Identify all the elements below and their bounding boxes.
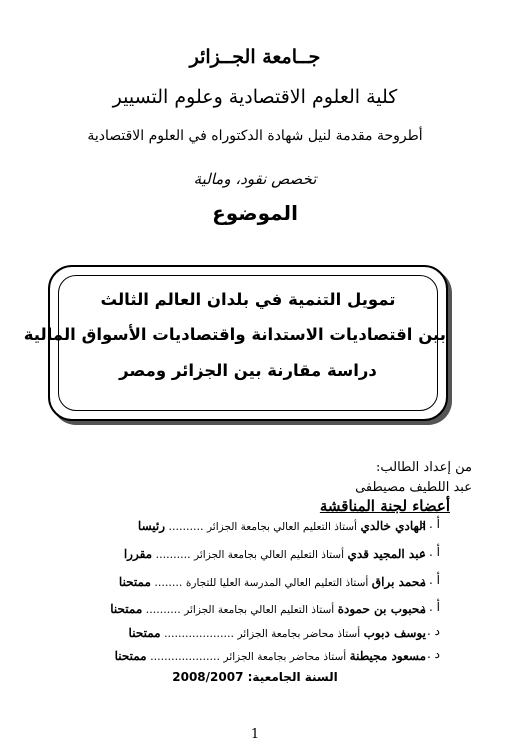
faculty-name: كلية العلوم الاقتصادية وعلوم التسيير (112, 86, 398, 108)
subject-label: الموضوع (212, 201, 298, 225)
member-title: أستاذ محاضر بجامعة الجزائر (223, 651, 347, 663)
member-name: محمد براق (371, 575, 426, 589)
member-degree: أ . د (419, 573, 440, 587)
member-role: ممتحنا (114, 649, 147, 663)
committee-member (36, 574, 426, 591)
member-degree: أ . د (419, 600, 440, 614)
title-line-1: تمويل التنمية في بلدان العالم الثالث (100, 290, 396, 309)
member-title: أستاذ التعليم العالي بجامعة الجزائر (184, 604, 335, 616)
member-dots: .......... (155, 548, 191, 561)
member-title: أستاذ محاضر بجامعة الجزائر (237, 628, 361, 640)
member-title: أستاذ التعليم العالي المدرسة العليا للتجارة (185, 577, 369, 589)
member-title: أستاذ التعليم العالي بجامعة الجزائر (207, 521, 357, 533)
committee-member (36, 601, 426, 618)
member-dots: .................... (164, 627, 234, 640)
member-dots: .................... (150, 650, 221, 663)
member-dots: ........ (154, 576, 183, 589)
member-role: ممتحنا (128, 626, 161, 640)
university-name: جــامعة الجــزائر (189, 46, 321, 68)
member-name: مسعود مجيطنة (349, 649, 426, 663)
member-degree: أ . د (419, 545, 440, 559)
member-role: مقررا (123, 547, 153, 561)
committee-member (36, 625, 426, 642)
member-degree: د . (427, 624, 440, 638)
committee-member (36, 546, 426, 563)
student-name: عبد اللطيف مصيطفى (355, 480, 472, 495)
member-role: ممتحنا (110, 602, 143, 616)
title-line-2: بين اقتصاديات الاستدانة واقتصاديات الأسواق المالية (23, 325, 446, 344)
member-role: رئيسا (137, 519, 166, 533)
academic-year: السنة الجامعية: 2008/2007 (172, 670, 338, 684)
member-degree: أ . د (419, 517, 440, 531)
specialty: تخصص نقود، ومالية (193, 170, 317, 188)
member-degree: د . (427, 647, 440, 661)
member-name: يوسف دبوب (363, 626, 426, 640)
member-name: عبد المجيد قدي (347, 547, 426, 561)
committee-heading: أعضاء لجنة المناقشة (319, 497, 450, 515)
thesis-note: أطروحة مقدمة لنيل شهادة الدكتوراه في العلوم الاقتصادية (87, 128, 423, 144)
page-number: 1 (250, 727, 260, 742)
prepared-by-label: من إعداد الطالب: (375, 460, 472, 475)
member-role: ممتحنا (118, 575, 151, 589)
committee-member (36, 648, 426, 665)
member-name: محبوب بن حمودة (337, 602, 426, 616)
committee-member (36, 518, 426, 535)
member-title: أستاذ التعليم العالي بجامعة الجزائر (194, 549, 345, 561)
member-dots: .......... (145, 603, 181, 616)
title-box (23, 265, 448, 421)
title-line-3: دراسة مقارنة بين الجزائر ومصر (119, 361, 377, 380)
member-dots: .......... (168, 520, 204, 533)
member-name: الهادي خالدي (360, 519, 426, 533)
